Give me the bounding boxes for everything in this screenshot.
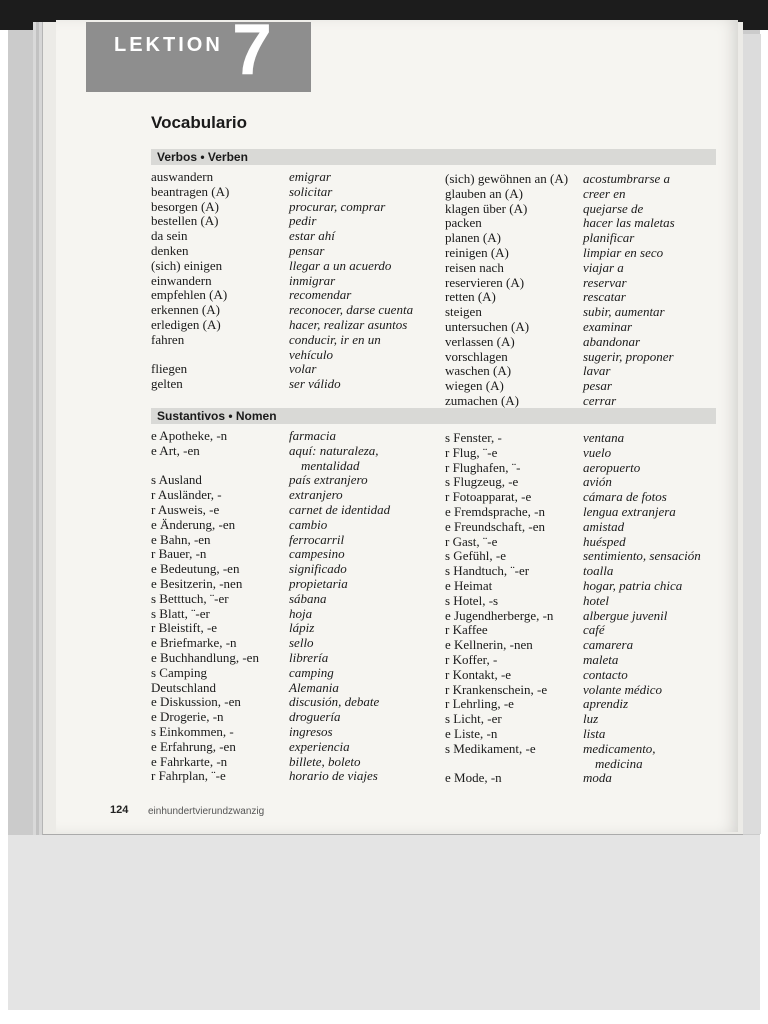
nouns-left-german-column <box>151 429 259 784</box>
vocab-translation: moda <box>583 770 612 786</box>
vocab-term <box>151 348 229 363</box>
vocab-translation: camarera <box>583 637 634 653</box>
vocab-term: r Krankenschein, -e <box>445 681 548 697</box>
vocab-term: r Fahrplan, ¨-e <box>151 768 226 784</box>
vocab-translation: sello <box>289 635 314 651</box>
lesson-header-box <box>86 10 311 92</box>
vocab-term: verlassen (A) <box>445 333 515 349</box>
vocab-term: empfehlen (A) <box>151 287 228 303</box>
vocab-translation: avión <box>583 474 612 490</box>
vocab-translation: campesino <box>289 546 345 562</box>
vocab-translation: maleta <box>583 651 619 667</box>
vocab-term: e Fahrkarte, -n <box>151 753 228 769</box>
vocab-translation: contacto <box>583 666 628 682</box>
vocab-term: r Bleistift, -e <box>151 620 218 636</box>
vocab-term: glauben an (A) <box>445 185 523 201</box>
vocab-term: s Hotel, -s <box>445 592 499 608</box>
vocab-translation: llegar a un acuerdo <box>289 257 392 273</box>
vocab-term <box>445 757 553 772</box>
vocab-term: einwandern <box>151 272 212 288</box>
vocab-translation: limpiar en seco <box>583 244 664 260</box>
vocab-translation: toalla <box>583 563 614 579</box>
vocab-term: erkennen (A) <box>151 302 220 318</box>
vocab-term: beantragen (A) <box>151 183 230 199</box>
vocab-translation: ser válido <box>289 376 341 392</box>
vocab-translation: pedir <box>289 213 317 229</box>
vocab-term: s Ausland <box>151 472 202 488</box>
vocab-term: e Jugendherberge, -n <box>445 607 554 623</box>
vocab-translation: propietaria <box>289 575 348 591</box>
vocab-term: e Bedeutung, -en <box>151 561 240 577</box>
vocab-term: r Ausweis, -e <box>151 501 220 517</box>
vocab-translation: luz <box>583 711 599 727</box>
vocab-translation: billete, boleto <box>289 753 361 769</box>
vocab-term: klagen über (A) <box>445 200 528 216</box>
vocab-term: bestellen (A) <box>151 213 219 229</box>
vocab-translation: cerrar <box>583 392 617 408</box>
vocab-translation: emigrar <box>289 169 331 184</box>
vocab-term: untersuchen (A) <box>445 318 530 334</box>
vocab-translation: carnet de identidad <box>289 501 391 517</box>
vocab-translation: vuelo <box>583 444 612 460</box>
vocab-translation: quejarse de <box>583 200 644 216</box>
vocab-term: erledigen (A) <box>151 316 221 332</box>
vocab-translation: subir, aumentar <box>583 304 665 320</box>
vocab-translation: extranjero <box>289 487 343 503</box>
vocab-translation: sugerir, proponer <box>583 348 674 364</box>
vocab-translation: librería <box>289 649 329 665</box>
vocab-translation: cámara de fotos <box>583 489 667 505</box>
vocab-translation: creer en <box>583 185 626 201</box>
nouns-left-spanish-column <box>289 429 390 784</box>
lesson-number: 7 <box>232 10 273 90</box>
vocab-term: s Licht, -er <box>445 711 502 727</box>
vocab-term: e Apotheke, -n <box>151 428 228 443</box>
vocab-term: r Bauer, -n <box>151 546 207 562</box>
vocab-term: s Fenster, - <box>445 430 502 445</box>
vocab-term: s Gefühl, -e <box>445 548 507 564</box>
vocab-translation: camping <box>289 664 334 680</box>
vocab-term: r Kaffee <box>445 622 488 638</box>
vocab-translation: inmigrar <box>289 272 336 288</box>
vocab-translation: hacer, realizar asuntos <box>289 316 408 332</box>
vocab-translation: horario de viajes <box>289 768 378 784</box>
vocab-term: e Erfahrung, -en <box>151 738 236 754</box>
vocab-translation: ingresos <box>289 723 333 739</box>
vocab-term: da sein <box>151 228 188 244</box>
vocab-translation: procurar, comprar <box>289 198 386 214</box>
vocab-translation: mentalidad <box>301 457 360 473</box>
vocab-term: reinigen (A) <box>445 244 509 260</box>
vocab-translation: hacer las maletas <box>583 215 675 231</box>
vocab-translation: conducir, ir en un <box>289 331 381 347</box>
vocab-term: r Fotoapparat, -e <box>445 489 532 505</box>
vocab-translation: huésped <box>583 533 626 549</box>
vocab-term: r Kontakt, -e <box>445 666 512 682</box>
vocab-translation: examinar <box>583 318 633 334</box>
vocab-term: s Flugzeug, -e <box>445 474 519 490</box>
vocab-term: r Ausländer, - <box>151 487 222 503</box>
vocab-translation: lavar <box>583 363 611 379</box>
scan-lower-area <box>8 835 760 1010</box>
vocab-translation: significado <box>289 561 347 577</box>
vocab-translation: café <box>583 622 605 638</box>
vocab-translation: volar <box>289 361 317 377</box>
vocab-translation: sentimiento, sensación <box>583 548 701 564</box>
vocab-term: e Liste, -n <box>445 725 498 741</box>
nouns-right-german-column <box>445 431 553 786</box>
vocab-translation: acostumbrarse a <box>583 171 671 186</box>
page-title: Vocabulario <box>151 113 248 132</box>
vocab-term: reservieren (A) <box>445 274 525 290</box>
vocab-translation: medicina <box>595 755 643 771</box>
vocab-translation: farmacia <box>289 428 336 443</box>
vocab-translation: hogar, patria chica <box>583 577 683 593</box>
verbs-right-spanish-column <box>583 172 675 409</box>
vocab-term: fliegen <box>151 361 188 377</box>
vocab-translation: albergue juvenil <box>583 607 668 623</box>
vocab-term: reisen nach <box>445 259 504 275</box>
vocab-translation: experiencia <box>289 738 350 754</box>
vocab-term: r Gast, ¨-e <box>445 533 498 549</box>
vocab-term: (sich) einigen <box>151 257 223 273</box>
lesson-label: LEKTION <box>114 34 223 56</box>
vocab-term: r Lehrling, -e <box>445 696 514 712</box>
vocab-translation: vehículo <box>289 346 334 362</box>
vocab-term <box>151 459 259 474</box>
vocab-term: planen (A) <box>445 230 501 246</box>
vocab-translation: discusión, debate <box>289 694 380 710</box>
vocab-translation: amistad <box>583 518 625 534</box>
vocab-term: e Freundschaft, -en <box>445 518 545 534</box>
vocab-translation: Alemania <box>289 679 339 695</box>
vocab-translation: hoja <box>289 605 313 621</box>
vocab-term: e Kellnerin, -nen <box>445 637 533 653</box>
vocab-translation: recomendar <box>289 287 352 303</box>
verbs-right-german-column <box>445 172 568 409</box>
vocab-term: e Drogerie, -n <box>151 709 224 725</box>
vocab-term: r Koffer, - <box>445 651 498 667</box>
vocab-term: wiegen (A) <box>445 378 504 394</box>
vocab-translation: aprendiz <box>583 696 629 712</box>
vocab-translation: volante médico <box>583 681 663 697</box>
vocab-translation: aeropuerto <box>583 459 641 475</box>
vocab-term: e Diskussion, -en <box>151 694 241 710</box>
vocab-translation: solicitar <box>289 183 333 199</box>
vocab-term: denken <box>151 242 189 258</box>
vocab-translation: lengua extranjera <box>583 503 676 519</box>
vocab-translation: cambio <box>289 516 328 532</box>
vocab-translation: reconocer, darse cuenta <box>289 302 414 318</box>
vocab-term: Deutschland <box>151 679 216 695</box>
vocab-term: s Einkommen, - <box>151 723 234 739</box>
vocab-term: e Buchhandlung, -en <box>151 649 259 665</box>
vocab-term: fahren <box>151 331 185 347</box>
vocab-term: e Heimat <box>445 577 493 593</box>
page-number: 124 <box>110 804 129 816</box>
verbs-section-heading: Verbos • Verben <box>151 149 716 165</box>
vocab-translation: estar ahí <box>289 228 335 244</box>
vocab-term: zumachen (A) <box>445 392 519 408</box>
vocab-term: retten (A) <box>445 289 496 305</box>
vocab-translation: reservar <box>583 274 627 290</box>
vocab-translation: sábana <box>289 590 327 606</box>
vocab-translation: aquí: naturaleza, <box>289 442 379 458</box>
vocab-term: r Flughafen, ¨- <box>445 459 521 475</box>
vocab-translation: ferrocarril <box>289 531 345 547</box>
vocab-translation: lápiz <box>289 620 315 636</box>
vocab-term: e Art, -en <box>151 442 200 458</box>
vocab-term: besorgen (A) <box>151 198 219 214</box>
vocab-translation: medicamento, <box>583 740 656 756</box>
vocab-term: s Blatt, ¨-er <box>151 605 210 621</box>
vocab-term: auswandern <box>151 169 214 184</box>
vocab-translation: abandonar <box>583 333 641 349</box>
vocab-term: e Bahn, -en <box>151 531 211 547</box>
vocab-term: r Flug, ¨-e <box>445 444 498 460</box>
verbs-left-german-column <box>151 170 229 392</box>
vocab-term: gelten <box>151 376 183 392</box>
vocab-translation: droguería <box>289 709 341 725</box>
vocab-translation: planificar <box>583 230 635 246</box>
vocab-translation: pensar <box>289 242 325 258</box>
vocab-term: s Handtuch, ¨-er <box>445 563 530 579</box>
vocab-translation: pesar <box>583 378 612 394</box>
vocab-term: s Medikament, -e <box>445 740 536 756</box>
vocab-term: waschen (A) <box>445 363 512 379</box>
nouns-section-heading: Sustantivos • Nomen <box>151 408 716 424</box>
vocab-translation: país extranjero <box>289 472 368 488</box>
vocab-translation: ventana <box>583 430 625 445</box>
vocab-translation: lista <box>583 725 606 741</box>
vocab-term: e Fremdsprache, -n <box>445 503 545 519</box>
vocab-translation: rescatar <box>583 289 626 305</box>
page-number-in-words: einhundertvierundzwanzig <box>148 806 265 817</box>
vocab-term: packen <box>445 215 482 231</box>
vocab-term: e Mode, -n <box>445 770 502 786</box>
vocab-translation: viajar a <box>583 259 624 275</box>
vocab-term: e Besitzerin, -nen <box>151 575 243 591</box>
vocab-translation: hotel <box>583 592 609 608</box>
vocab-term: (sich) gewöhnen an (A) <box>445 171 569 186</box>
vocab-term: steigen <box>445 304 482 320</box>
nouns-right-spanish-column <box>583 431 701 786</box>
vocab-term: s Betttuch, ¨-er <box>151 590 229 606</box>
vocab-term: e Änderung, -en <box>151 516 236 532</box>
vocab-term: e Briefmarke, -n <box>151 635 237 651</box>
verbs-left-spanish-column <box>289 170 413 392</box>
vocab-term: s Camping <box>151 664 207 680</box>
vocab-term: vorschlagen <box>445 348 508 364</box>
